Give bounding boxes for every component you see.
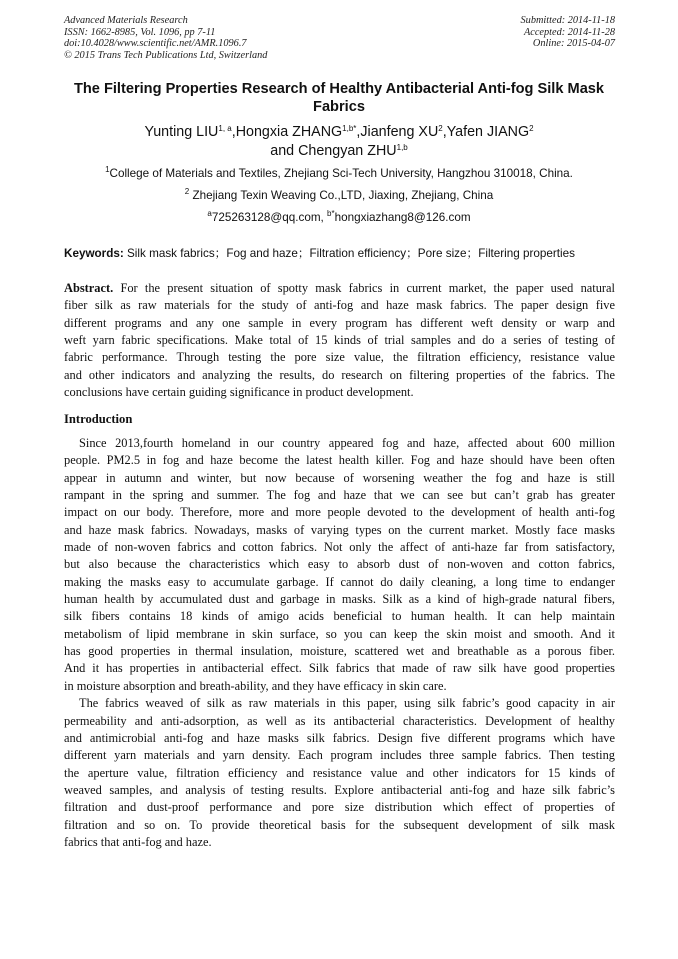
text-line: silk fibers contains 18 kinds of amigo acids beneficial to human health. It can help maintain [64,609,615,624]
author-name: ,Jianfeng XU [356,124,439,140]
author-name: ,Yafen JIANG [442,124,530,140]
abstract [64,280,615,401]
text-line: impact on our body. Therefore, more and more people devoted to the development of health anti-fog [64,505,615,520]
email-mark: b* [327,209,335,218]
text-line: permeability and anti-adsorption, as well as its antibacterial characteristics. Development of healthy [64,713,615,728]
text-line: in moisture absorption and breath-ability, and they have efficacy in skin care. [64,678,447,693]
text-line: metabolism of lipid membrane in skin surface, so you can keep the skin moist and smooth. And it [64,626,615,641]
affiliation-mark: 2 [184,187,190,196]
text-line: made of non-woven fabrics and cotton fabrics. Not only the affect of anti-haze far from satisfactory, [64,540,615,555]
abstract-line: and other indicators and analyzing the results, do research on filtering properties of the fabrics. The [64,367,615,382]
author-list [60,123,618,161]
affiliation-text: College of Materials and Textiles, Zhejiang Sci-Tech University, Hangzhou 310018, China. [109,167,573,180]
section-heading-introduction: Introduction [64,412,133,426]
journal-header-left [64,15,267,61]
copyright-line: © 2015 Trans Tech Publications Ltd, Switzerland [64,49,268,61]
text-line: filtration and dust-proof performance and pore size distribution which effect of properties of [64,800,615,815]
author-affiliation-mark: 1,b [396,143,408,152]
text-line: has good properties in thermal insulation, moisture, scattered wet and breathable as a porous fiber. [64,644,615,659]
journal-header-right [521,15,615,50]
accepted-date: Accepted: 2014-11-28 [523,26,615,38]
text-line: people. PM2.5 in fog and haze become the latest health killer. Fog and haze should have been often [64,453,615,468]
affiliation-2 [60,189,618,203]
text-line: The fabrics weaved of silk as raw materials in this paper, using silk fabric’s good capacity in air [79,696,615,711]
author-affiliation-mark: 1, a [218,124,232,133]
author-affiliation-mark: 2 [529,124,534,133]
text-line: different yarn materials and yarn density. Each program includes three sample fabrics. Then testing [64,748,615,763]
author-name: Yunting LIU [144,124,219,140]
author-affiliation-mark: 1,b* [342,124,357,133]
affiliation-mark: 1 [105,165,110,174]
online-date: Online: 2015-04-07 [532,38,615,50]
abstract-line: fabric performance. Through testing the pore size value, the filtration efficiency, resistance value [64,350,615,365]
submitted-date: Submitted: 2014-11-18 [520,15,615,26]
paragraph-1 [64,435,615,695]
text-line: the aperture value, filtration efficiency and resistance value and other indicators for 15 kinds of [64,765,615,780]
text-line: filtration and so on. To provide theoretical basis for the subsequent development of silk mask [64,817,615,832]
keywords [64,247,616,261]
abstract-line: weft yarn fabric specifications. Make total of 15 kinds of trial samples and do a series of testing of [64,333,615,348]
abstract-text: For the present situation of spotty mask fabrics in current market, the paper used natural [113,281,615,295]
introduction-body [64,435,615,851]
text-line: and haze mask fabrics. Nowadays, masks of varying types on the current market. Mostly face masks [64,522,615,537]
abstract-line: fiber silk as raw materials for the study of anti-fog and haze mask fabrics. The paper design five [64,298,615,313]
text-line: And it has properties in antibacterial effect. Silk fabrics that made of raw silk have good properties [64,661,615,676]
text-line: Since 2013,fourth homeland in our country appeared fog and haze, affected about 600 million [79,436,615,450]
abstract-line [64,280,615,297]
keywords-label: Keywords: [64,247,124,260]
text-line: human health by accumulated dust and garbage in masks. Silk as a kind of high-grade natural fibers, [64,592,615,607]
email-mark: a [207,209,212,218]
author-name: ,Hongxia ZHANG [231,124,343,140]
text-line: making the masks easy to accumulate garbage. If cannot do daily cleaning, a long time to endanger [64,574,615,589]
abstract-label: Abstract. [64,281,114,295]
paragraph-2 [64,695,615,851]
email-link[interactable]: 725263128@qq.com, [211,211,328,224]
text-line: appear in autumn and winter, but now because of worsening weather the fog and haze is still [64,470,615,485]
text-line: and antimicrobial anti-fog and haze masks silk fabrics. Design five different programs which have [64,730,615,745]
abstract-line: different programs and any one sample in every program has different weft density or warp and [64,315,615,330]
text-line: but also because the characteristics which easy to absorb dust of non-woven and cotton fabrics, [64,557,615,572]
author-emails [60,211,618,225]
author-affiliation-mark: 2 [438,124,443,133]
email-link[interactable]: hongxiazhang8@126.com [334,211,471,224]
journal-name: Advanced Materials Research [64,15,188,26]
text-line: fabrics that anti-fog and haze. [64,834,212,849]
affiliation-1 [60,167,618,181]
doi-line: doi:10.4028/www.scientific.net/AMR.1096.7 [64,38,247,50]
abstract-line: conclusions have certain guiding significance in product development. [64,385,414,400]
issn-line: ISSN: 1662-8985, Vol. 1096, pp 7-11 [64,26,216,38]
text-line: rampant in the spring and summer. The fog and haze that we can see but can’t grab has greater [64,488,615,503]
affiliation-text: Zhejiang Texin Weaving Co.,LTD, Jiaxing, Zhejiang, China [189,189,494,202]
paper-title: The Filtering Properties Research of Healthy Antibacterial Anti-fog Silk Mask Fabrics [73,81,605,115]
text-line: weaved samples, and analysis of testing results. Explore antibacterial anti-fog and haze silk fabric’s [64,782,615,797]
author-name: and Chengyan ZHU [270,143,397,159]
keywords-text: Silk mask fabrics；Fog and haze；Filtration efficiency；Pore size；Filtering properties [123,247,575,260]
